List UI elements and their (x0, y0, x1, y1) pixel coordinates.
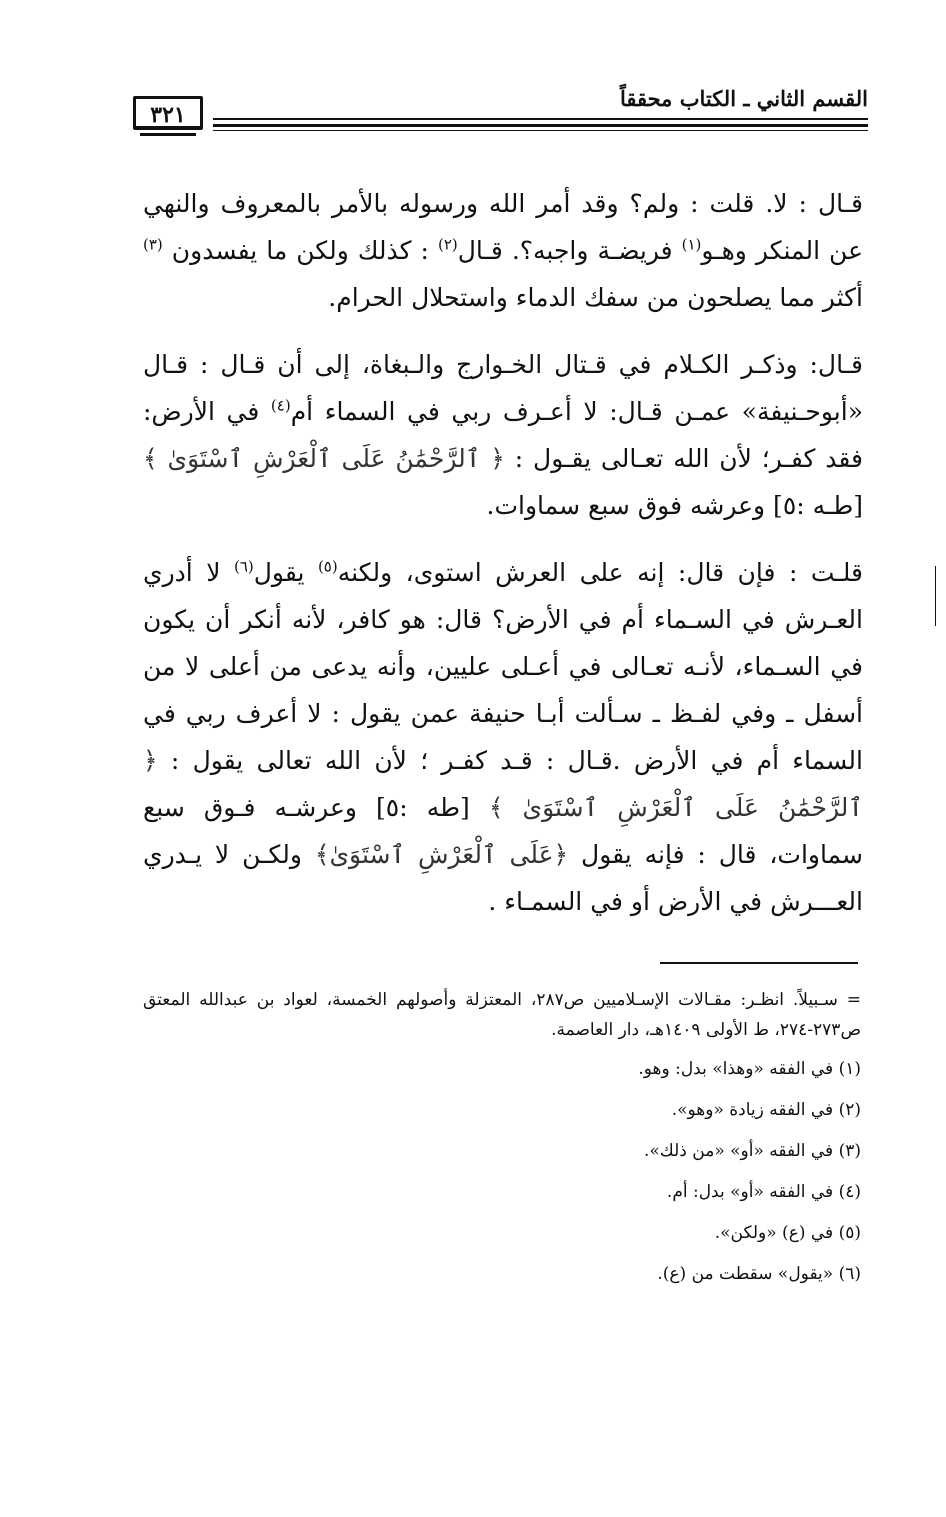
header-rule (213, 124, 868, 127)
header-rule (213, 130, 868, 131)
footnote-ref[interactable]: (٤) (270, 396, 291, 415)
quran-verse: ﴿ ٱلرَّحْمَٰنُ عَلَى ٱلْعَرْشِ ٱسْتَوَىٰ ﴾ (143, 444, 505, 473)
footnotes (143, 985, 861, 1301)
text-segment: في الأرض: فقد كفـر؛ لأن الله تعـالى يقـول : (143, 397, 863, 473)
section-title: القسم الثاني ـ الكتاب محققاً (619, 86, 868, 111)
footnote-item: (٤) في الفقه «أو» بدل: أم. (666, 1182, 861, 1202)
footnote-item: (٥) في (ع) «ولكن». (714, 1223, 861, 1243)
footnote-separator (660, 962, 858, 964)
paragraph (143, 341, 863, 529)
text-segment: قـال : لا. قلت : ولم؟ وقد أمر الله ورسوله بالأمر بالمعروف والنهي عن المنكر وهـو (143, 189, 863, 265)
footnote-ref[interactable]: (٥) (317, 557, 338, 576)
footnote-continuation: = سـبيلاً. انظـر: مقـالات الإسـلاميين ص٢٨٧، المعتزلة وأصولهم الخمسة، لعواد بن عبدالله المعتق ص٢٧٣-٢٧٤، ط الأولى ١٤٠٩هـ، دار العاصمة. (143, 990, 861, 1040)
text-segment: قـال: وذكـر الكـلام في قـتال الخـوارج والـبغاة، إلى أن قـال : قـال «أبوحـنيفة» عمـن قـال: لا أعـرف ربي في السماء أم (143, 350, 863, 426)
header-rule (213, 118, 868, 120)
footnote-ref[interactable]: (٣) (143, 235, 163, 254)
footnote-item: (٦) «يقول» سقطت من (ع). (657, 1264, 861, 1284)
text-segment: قلـت : فإن قال: إنه على العرش استوى، ولكنه (337, 558, 863, 587)
text-segment: أكثر مما يصلحون من سفك الدماء واستحلال الحرام. (328, 283, 863, 312)
footnote-item: (٢) في الفقه زيادة «وهو». (671, 1100, 861, 1120)
main-text (143, 180, 863, 945)
footnote-item: (٣) في الفقه «أو» «من ذلك». (643, 1141, 861, 1161)
text-segment: [طه :٥] وعرشـه فـوق سبع سماوات، قال : فإنه يقول (143, 793, 863, 869)
page-header (133, 82, 868, 132)
text-segment: [طـه :٥] وعرشه فوق سبع سماوات. (486, 491, 863, 520)
text-segment: يقول (253, 558, 318, 587)
footnote-ref[interactable]: (٦) (233, 557, 254, 576)
footnote-item: (١) في الفقه «وهذا» بدل: وهو. (638, 1059, 861, 1079)
margin-mark (935, 566, 936, 626)
text-segment: ولكـن لا يـدري العـــرش في الأرض أو في السمـاء . (143, 840, 863, 916)
footnote-ref[interactable]: (٢) (437, 235, 458, 254)
quran-verse: ﴿ ٱلرَّحْمَٰنُ عَلَى ٱلْعَرْشِ ٱسْتَوَىٰ ﴾ (143, 746, 864, 822)
paragraph (143, 180, 863, 321)
text-segment: لا أدري العـرش في السـماء أم في الأرض؟ قال: هو كافر، لأنه أنكر أن يكون في السـماء، لأنـه تعـالى في أعـلى عليين، وأنه يدعى من أعلى لا من أسفل ـ وفي لفـظ ـ سـألت أبـا حنيفة عمن يقول : لا أعرف ربي في السماء أم في الأرض .قـال : قـد كفـر ؛ لأن الله تعالى يقول : (143, 558, 863, 775)
quran-verse: ﴿عَلَى ٱلْعَرْشِ ٱسْتَوَىٰ﴾ (314, 840, 569, 869)
footnote-ref[interactable]: (١) (681, 235, 702, 254)
text-segment: : كذلك ولكن ما يفسدون (162, 236, 438, 265)
paragraph (143, 549, 863, 925)
page-number: ٣٢١ (133, 96, 203, 130)
text-segment: فريضـة واجبه؟. قـال (457, 236, 682, 265)
